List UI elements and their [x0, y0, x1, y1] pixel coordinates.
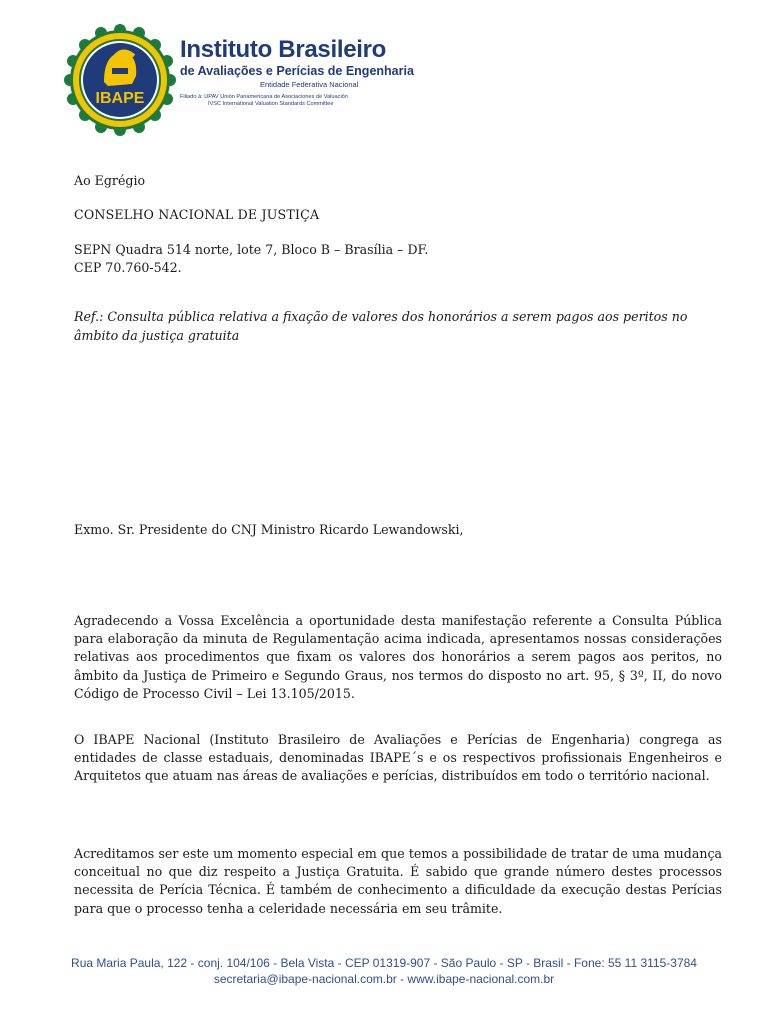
address-line-1: SEPN Quadra 514 norte, lote 7, Bloco B – Brasília – DF.: [74, 242, 429, 257]
footer-contacts: secretaria@ibape-nacional.com.br - www.ibape-nacional.com.br: [213, 972, 555, 986]
letterhead: [64, 24, 414, 136]
affiliation-upav: Filiado à: UPAV Unión Panamericana de Asociaciones de Valuación: [180, 94, 348, 100]
reference: [74, 307, 704, 345]
org-subtitle: de Avaliações e Perícias de Engenharia: [180, 64, 414, 78]
greeting: Exmo. Sr. Presidente do CNJ Ministro Ricardo Lewandowski,: [74, 522, 464, 537]
paragraph-1: Agradecendo a Vossa Excelência a oportunidade desta manifestação referente a Consulta Pública para elaboração da minuta de Regulamentação acima indicada, apresentamos nossas considerações relativas aos procedimentos que fixam os valores dos honorários a serem pagos aos peritos, no âmbito da Justiça de Primeiro e Segundo Graus, nos termos do disposto no art. 95, § 3º, II, do novo Código de Processo Civil – Lei 13.105/2015.: [74, 613, 722, 701]
reference-label: Ref.:: [74, 309, 104, 324]
org-affiliations: [180, 94, 348, 108]
paragraph-2: O IBAPE Nacional (Instituto Brasileiro de Avaliações e Perícias de Engenharia) congrega as entidades de classe estaduais, denominadas IBAPE´s e os respectivos profissionais Engenheiros e Arquitetos que atuam nas áreas de avaliações e perícias, distribuídos em todo o território nacional.: [74, 732, 722, 784]
reference-text: Consulta pública relativa a fixação de valores dos honorários a serem pagos aos peritos no âmbito da justiça gratuita: [74, 309, 688, 343]
footer-address: Rua Maria Paula, 122 - conj. 104/106 - Bela Vista - CEP 01319-907 - São Paulo - SP - Brasil - Fone: 55 11 3115-3784: [71, 956, 697, 970]
seal-text: IBAPE: [95, 90, 145, 107]
org-federation: Entidade Federativa Nacional: [260, 80, 359, 89]
affiliation-ivsc: IVSC International Valuation Standards Committee: [208, 101, 334, 107]
recipient: CONSELHO NACIONAL DE JUSTIÇA: [74, 207, 320, 222]
ibape-seal-logo: [64, 24, 176, 136]
paragraph-3: Acreditamos ser este um momento especial em que temos a possibilidade de tratar de uma mudança conceitual no que diz respeito a Justiça Gratuita. É sabido que grande número destes processos necessita de Perícia Técnica. É também de conhecimento a dificuldade da execução destas Perícias para que o processo tenha a celeridade necessária em seu trâmite.: [74, 846, 722, 916]
address-line-2: CEP 70.760-542.: [74, 260, 182, 275]
salutation-to: Ao Egrégio: [74, 173, 146, 188]
org-name: Instituto Brasileiro: [180, 36, 387, 63]
